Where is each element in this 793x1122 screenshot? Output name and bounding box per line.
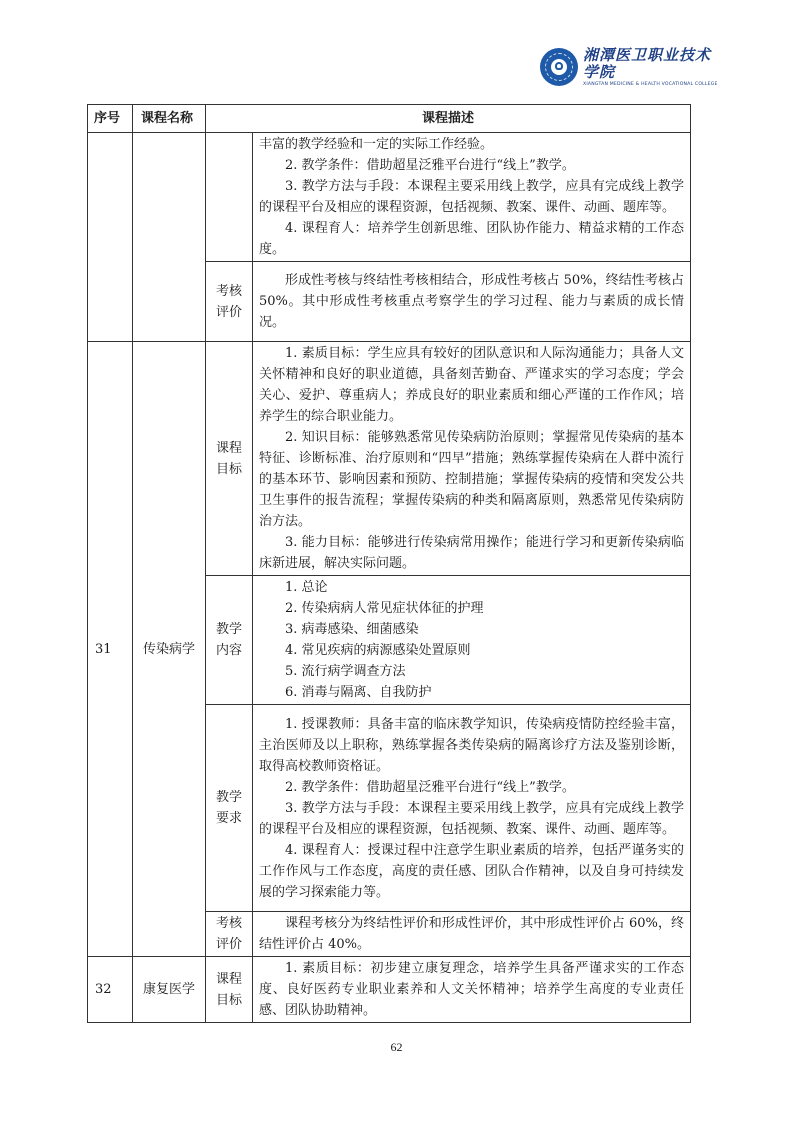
description-paragraph: 3. 能力目标：能够进行传染病常用操作；能进行学习和更新传染病临床新进展，解决实际问题。: [259, 535, 685, 571]
college-emblem-icon: [540, 48, 578, 86]
course-number-cell: 31: [88, 342, 133, 957]
course-name-cell: 康复医学: [133, 957, 206, 1023]
section-label-cell: [206, 912, 253, 957]
section-label-text: 课程: [215, 440, 242, 456]
description-paragraph: 2. 教学条件：借助超星泛雅平台进行“线上”教学。: [285, 779, 575, 795]
description-paragraph: 2. 教学条件：借助超星泛雅平台进行“线上”教学。: [285, 158, 575, 173]
page-number: 62: [390, 1040, 403, 1054]
column-header-number: 序号: [88, 105, 133, 133]
section-label-cell: [206, 262, 253, 342]
content-list-item: 5. 流行病学调查方法: [285, 664, 406, 679]
description-paragraph: 2. 知识目标：能够熟悉常见传染病防治原则；掌握常见传染病的基本特征、诊断标准、治疗原则和“四早”措施；熟练掌握传染病在人群中流行的基本环节、影响因素和预防、控制措施；掌握传染病的疫情和突发公共卫生事件的报告流程；掌握传染病的种类和隔离原则，熟悉常见传染病防治方法。: [259, 430, 685, 529]
course-number-cell: [88, 133, 133, 342]
column-header-description: 课程描述: [206, 105, 691, 133]
section-label-text: 课程: [215, 971, 242, 987]
content-list-item: 3. 病毒感染、细菌感染: [285, 622, 419, 637]
description-paragraph: 1. 素质目标：初步建立康复理念，培养学生具备严谨求实的工作态度、良好医药专业职业素养和人文关怀精神；培养学生高度的专业责任感、团队协助精神。: [259, 961, 685, 1018]
content-list-item: 6. 消毒与隔离、自我防护: [285, 685, 432, 700]
section-label-cell: [206, 957, 253, 1023]
content-list-item: 2. 传染病病人常见症状体征的护理: [285, 601, 484, 616]
description-paragraph: 丰富的教学经验和一定的实际工作经验。: [259, 137, 494, 152]
description-paragraph: 1. 素质目标：学生应具有较好的团队意识和人际沟通能力；具备人文关怀精神和良好的职业道德，具备刻苦勤奋、严谨求实的学习态度；学会关心、爱护、尊重病人；养成良好的职业素质和细心严谨的工作作风；培养学生的综合职业能力。: [259, 346, 685, 424]
section-label-text: 要求: [215, 811, 242, 826]
section-label-cell: [206, 576, 253, 705]
description-paragraph: 4. 课程育人：培养学生创新思维、团队协作能力、精益求精的工作态度。: [259, 221, 685, 257]
course-name-cell: [133, 133, 206, 342]
section-label-text: 目标: [215, 992, 242, 1008]
section-label-text: 考核: [215, 283, 242, 299]
section-label-cell: [206, 133, 253, 262]
section-description-cell: [253, 576, 691, 705]
course-table: [87, 104, 691, 1023]
course-number-cell: 32: [88, 957, 133, 1023]
college-name-en: XIANGTAN MEDICINE & HEALTH VOCATIONAL COLLEGE: [583, 81, 718, 87]
section-label-cell: [206, 705, 253, 912]
section-label-text: 内容: [215, 643, 242, 658]
table-row: [88, 957, 691, 1023]
section-description-cell: [253, 705, 691, 912]
description-paragraph: 形成性考核与终结性考核相结合，形成性考核占 50%，终结性考核占 50%。其中形成性考核重点考察学生的学习过程、能力与素质的成长情况。: [259, 273, 685, 330]
section-description-cell: [253, 133, 691, 262]
section-label-cell: [206, 342, 253, 576]
section-description-cell: [253, 957, 691, 1023]
content-list-item: 4. 常见疾病的病源感染处置原则: [285, 643, 471, 658]
description-paragraph: 4. 课程育人：授课过程中注意学生职业素质的培养，包括严谨务实的工作作风与工作态度，高度的责任感、团队合作精神，以及自身可持续发展的学习探索能力等。: [259, 842, 685, 900]
description-paragraph: 3. 教学方法与手段：本课程主要采用线上教学，应具有完成线上教学的课程平台及相应的课程资源，包括视频、教案、课件、动画、题库等。: [259, 800, 685, 837]
content-list-item: 1. 总论: [285, 580, 328, 595]
course-name-cell: 传染病学: [133, 342, 206, 957]
table-row: [88, 342, 691, 576]
table-row: [88, 133, 691, 262]
description-paragraph: 3. 教学方法与手段：本课程主要采用线上教学，应具有完成线上教学的课程平台及相应的课程资源，包括视频、教案、课件、动画、题库等。: [259, 179, 685, 215]
section-label-text: 教学: [215, 790, 242, 805]
college-name-cn: 湘潭医卫职业技术学院: [583, 45, 712, 81]
section-description-cell: [253, 262, 691, 342]
section-description-cell: [253, 912, 691, 957]
description-paragraph: 1. 授课教师：具备丰富的临床教学知识，传染病疫情防控经验丰富，主治医师及以上职称，熟练掌握各类传染病的隔离诊疗方法及鉴别诊断，取得高校教师资格证。: [259, 716, 685, 774]
column-header-course-name: 课程名称: [133, 105, 206, 133]
section-label-text: 教学: [215, 622, 242, 637]
section-description-cell: [253, 342, 691, 576]
section-label-text: 评价: [215, 937, 242, 952]
description-paragraph: 课程考核分为终结性评价和形成性评价，其中形成性评价占 60%，终结性评价占 40%。: [259, 916, 685, 952]
section-label-text: 目标: [215, 461, 242, 477]
college-logo: [540, 45, 718, 87]
section-label-text: 考核: [215, 916, 242, 931]
table-header-row: [88, 105, 691, 133]
section-label-text: 评价: [215, 304, 242, 320]
